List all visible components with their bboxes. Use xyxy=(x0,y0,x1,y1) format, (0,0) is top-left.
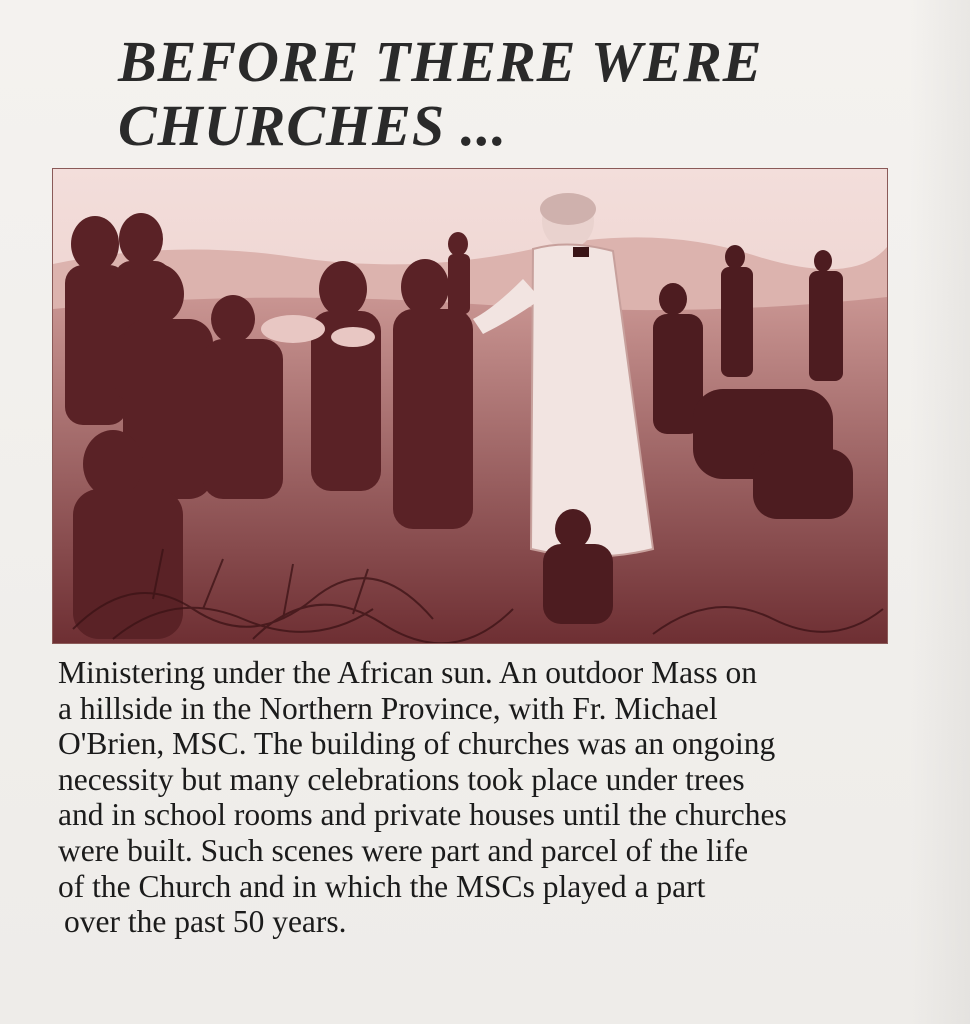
caption-line: were built. Such scenes were part and parcel of the life xyxy=(58,832,749,868)
caption-line: a hillside in the Northern Province, with Fr. Michael xyxy=(58,690,718,726)
caption-line: necessity but many celebrations took place under trees xyxy=(58,761,745,797)
photo-illustration xyxy=(53,169,887,643)
caption-line: O'Brien, MSC. The building of churches was an ongoing xyxy=(58,726,776,762)
caption-line: of the Church and in which the MSCs played a part xyxy=(58,868,706,904)
photo-caption xyxy=(58,655,958,940)
headline xyxy=(118,30,818,158)
caption-line: over the past 50 years. xyxy=(64,904,347,940)
headline-line-1: BEFORE THERE WERE xyxy=(118,29,763,94)
outdoor-mass-photo xyxy=(52,168,888,644)
caption-line: Ministering under the African sun. An outdoor Mass on xyxy=(58,655,758,690)
caption-line: and in school rooms and private houses until the churches xyxy=(58,797,787,833)
headline-line-2: CHURCHES ... xyxy=(118,93,508,158)
